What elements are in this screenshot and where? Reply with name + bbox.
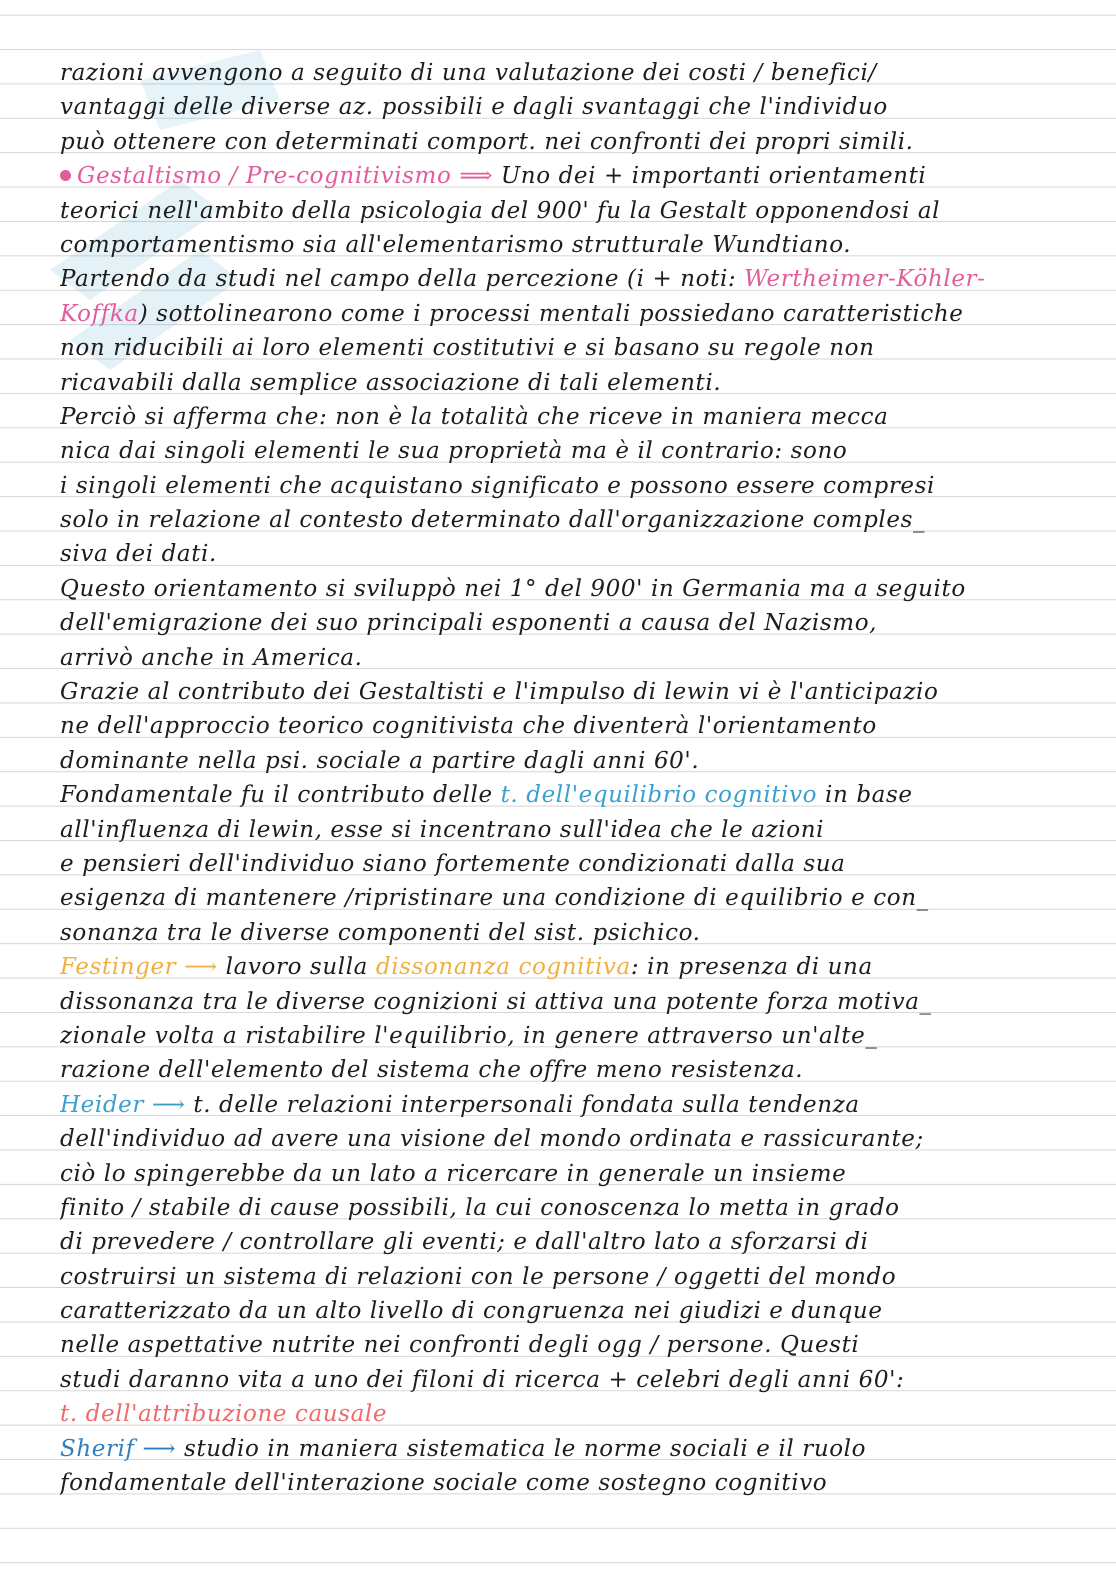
highlighted-term: Koffka [60,300,139,327]
note-line [60,641,1070,675]
note-line [60,881,1070,915]
note-text: studio in maniera sistematica le norme sociali e il ruolo [176,1435,867,1462]
note-line [60,1397,1070,1431]
note-text: sonanza tra le diverse componenti del sist. psichico. [60,919,701,946]
note-line [60,1328,1070,1362]
note-text: razioni avvengono a seguito di una valutazione dei costi / benefici/ [60,60,877,86]
note-text: siva dei dati. [60,541,217,568]
note-line [60,400,1070,434]
note-line [60,709,1070,743]
note-text: comportamentismo sia all'elementarismo strutturale Wundtiano. [60,231,852,258]
note-text: caratterizzato da un alto livello di congruenza nei giudizi e dunque [60,1298,883,1325]
note-text: all'influenza di lewin, esse si incentrano sull'idea che le azioni [60,816,825,843]
note-line [60,90,1070,124]
note-text: ) sottolinearono come i processi mentali possiedano caratteristiche [138,300,964,327]
highlighted-term: Wertheimer-Köhler- [744,266,986,293]
note-text: ciò lo spingerebbe da un lato a ricercare in generale un insieme [60,1160,847,1187]
note-line [60,125,1070,159]
note-text: arrivò anche in America. [60,644,363,671]
note-line [60,813,1070,847]
highlighted-term: Heider ⟶ [60,1091,186,1118]
note-line [60,366,1070,400]
note-line [60,434,1070,468]
note-line [60,194,1070,228]
highlighted-term: Gestaltismo / Pre-cognitivismo ⟹ [77,163,493,190]
note-line [60,503,1070,537]
note-line [60,331,1070,365]
bullet-icon [60,170,71,181]
note-line [60,262,1070,296]
note-text: di prevedere / controllare gli eventi; e dall'altro lato a sforzarsi di [60,1229,869,1256]
note-text: in base [817,782,913,809]
note-text: dell'emigrazione dei suo principali esponenti a causa del Nazismo, [60,610,878,637]
note-text: nelle aspettative nutrite nei confronti degli ogg / persone. Questi [60,1332,860,1359]
note-line [60,1088,1070,1122]
note-line [60,916,1070,950]
note-line [60,778,1070,812]
note-text: non riducibili ai loro elementi costitutivi e si basano su regole non [60,335,875,362]
note-text: zionale volta a ristabilire l'equilibrio, in genere attraverso un'alte_ [60,1022,878,1049]
note-line [60,950,1070,984]
note-line [60,228,1070,262]
note-line [60,1191,1070,1225]
note-text: Perciò si afferma che: non è la totalità che riceve in maniera mecca [60,403,889,430]
note-text: Fondamentale fu il contributo delle [60,782,501,809]
highlighted-term: Festinger ⟶ [60,954,218,981]
note-line [60,1053,1070,1087]
note-text: fondamentale dell'interazione sociale come sostegno cognitivo [60,1470,828,1497]
note-line [60,1363,1070,1397]
note-line [60,297,1070,331]
note-text: finito / stabile di cause possibili, la cui conoscenza lo metta in grado [60,1194,900,1221]
highlighted-term: t. dell'attribuzione causale [60,1401,388,1428]
note-line [60,985,1070,1019]
note-line [60,847,1070,881]
note-line [60,606,1070,640]
note-text: lavoro sulla [217,954,376,981]
note-line [60,1260,1070,1294]
note-text: costruirsi un sistema di relazioni con le persone / oggetti del mondo [60,1263,897,1290]
note-text: studi daranno vita a uno dei filoni di ricerca + celebri degli anni 60': [60,1366,905,1393]
note-text: dissonanza tra le diverse cognizioni si attiva una potente forza motiva_ [60,988,932,1015]
note-line [60,537,1070,571]
highlighted-term: dissonanza cognitiva [375,954,631,981]
note-line [60,1122,1070,1156]
note-text: t. delle relazioni interpersonali fondata sulla tendenza [185,1091,860,1118]
note-text: vantaggi delle diverse az. possibili e dagli svantaggi che l'individuo [60,94,888,121]
handwritten-notes [60,56,1070,1500]
note-text: Partendo da studi nel campo della percezione (i + noti: [60,266,745,293]
note-text: dominante nella psi. sociale a partire dagli anni 60'. [60,747,700,774]
note-line [60,744,1070,778]
note-text: nica dai singoli elementi le sua proprietà ma è il contrario: sono [60,438,848,465]
note-text: e pensieri dell'individuo siano fortemente condizionati dalla sua [60,850,846,877]
note-line [60,1294,1070,1328]
note-text: i singoli elementi che acquistano significato e possono essere compresi [60,472,935,499]
note-line [60,1466,1070,1500]
note-line [60,572,1070,606]
note-line [60,1157,1070,1191]
note-text: Uno dei + importanti orientamenti [492,163,927,190]
note-line [60,56,1070,90]
note-line [60,159,1070,193]
note-text: dell'individuo ad avere una visione del mondo ordinata e rassicurante; [60,1126,924,1153]
note-line [60,469,1070,503]
highlighted-term: Sherif ⟶ [60,1435,177,1462]
note-text: solo in relazione al contesto determinato dall'organizzazione comples_ [60,507,926,534]
note-text: ne dell'approccio teorico cognitivista che diventerà l'orientamento [60,713,877,740]
highlighted-term: t. dell'equilibrio cognitivo [500,782,818,809]
note-text: esigenza di mantenere /ripristinare una condizione di equilibrio e con_ [60,885,929,912]
note-text: può ottenere con determinati comport. nei confronti dei propri simili. [60,128,914,155]
note-text: : in presenza di una [630,954,873,981]
note-text: teorici nell'ambito della psicologia del 900' fu la Gestalt opponendosi al [60,197,941,224]
note-line [60,1432,1070,1466]
note-text: razione dell'elemento del sistema che offre meno resistenza. [60,1057,804,1084]
note-line [60,1019,1070,1053]
note-text: Grazie al contributo dei Gestaltisti e l'impulso di lewin vi è l'anticipazio [60,679,939,706]
note-line [60,1225,1070,1259]
note-text: Questo orientamento si sviluppò nei 1° del 900' in Germania ma a seguito [60,575,966,602]
note-text: ricavabili dalla semplice associazione di tali elementi. [60,369,722,396]
note-line [60,675,1070,709]
